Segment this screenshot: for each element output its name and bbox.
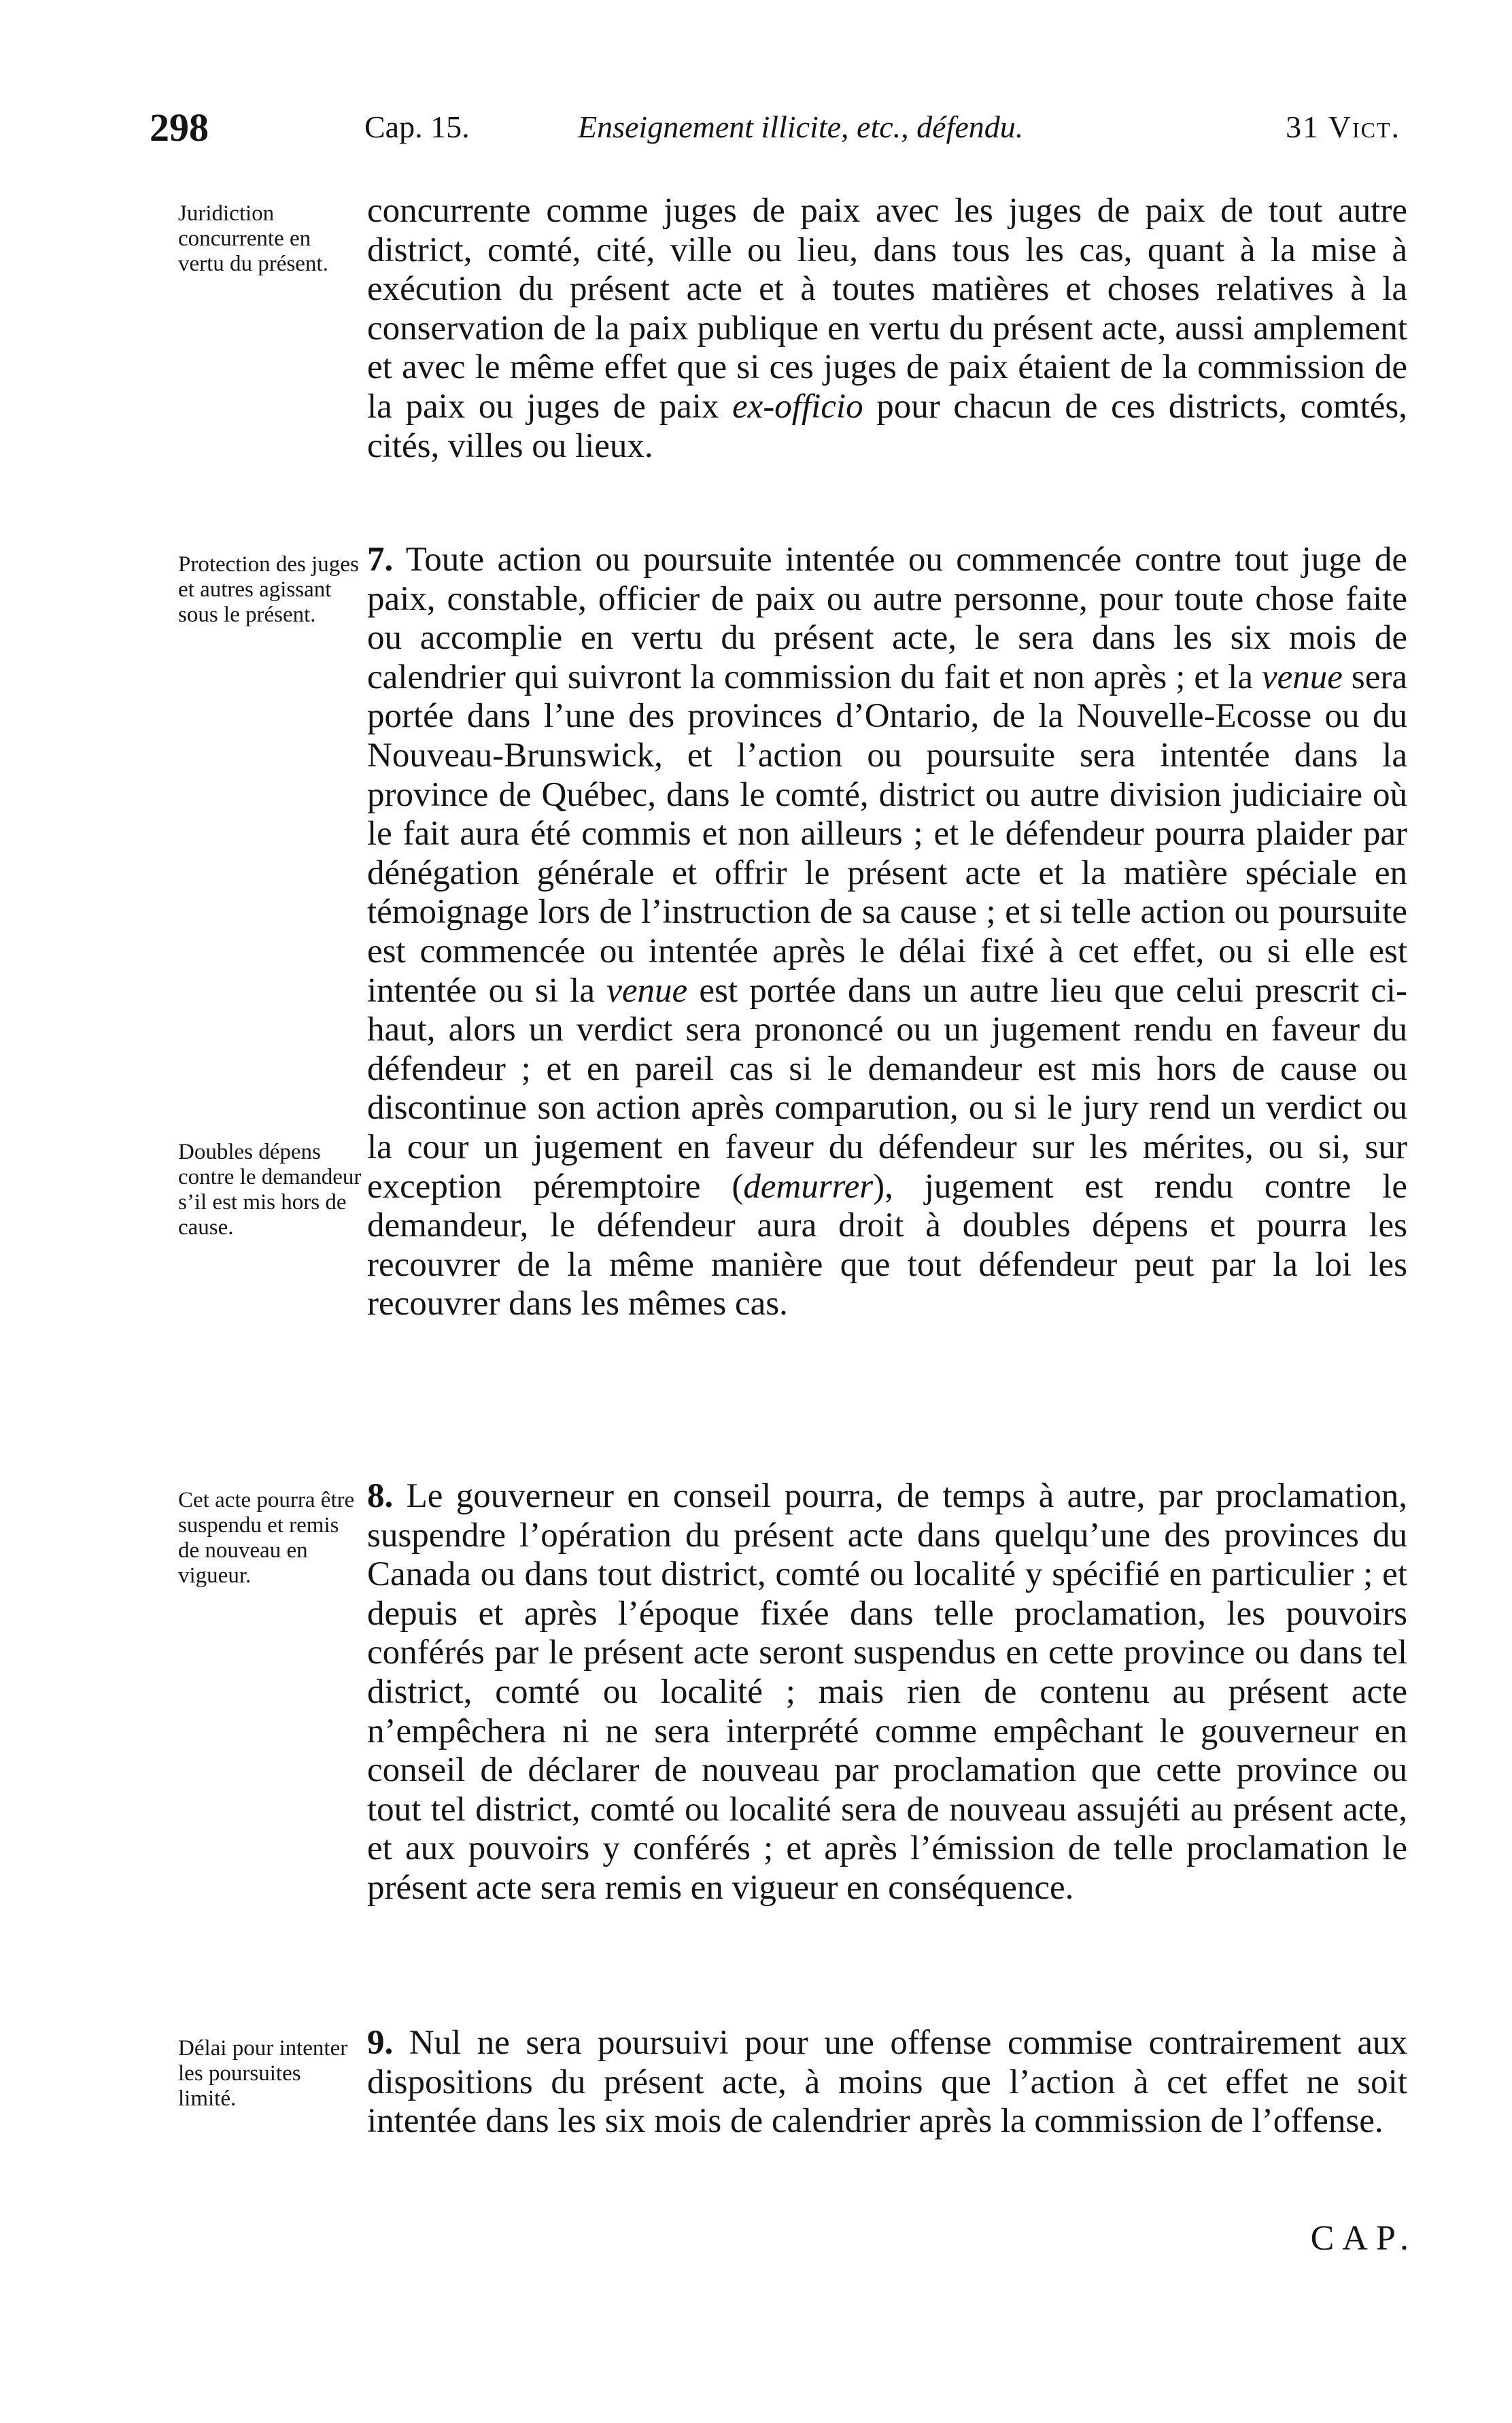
paragraph-italic: ex-officio bbox=[732, 387, 863, 426]
regnal-year: 31 Vict. bbox=[1286, 109, 1401, 144]
section-9 bbox=[367, 2024, 1407, 2141]
section-italic: venue bbox=[1261, 658, 1343, 696]
margin-note-jurisdiction: Juridiction concurrente en vertu du présent. bbox=[178, 201, 328, 276]
section-italic: venue bbox=[606, 971, 688, 1010]
section-text: est portée dans un autre lieu que celui prescrit ci-haut, alors un verdict sera prononcé ou un jugement rendu en faveur du défendeur ; et en pareil cas si le demandeur est mis hors de cause ou discontinue son action après comparution, ou si le jury rend un verdict ou la cour un jugement en faveur du défendeur sur les mérites, ou si, sur exception péremptoire ( bbox=[367, 971, 1407, 1206]
section-number: 9. bbox=[367, 2024, 394, 2062]
paragraph-continuation bbox=[367, 192, 1407, 466]
section-text: Le gouverneur en conseil pourra, de temps à autre, par proclamation, suspendre l’opération du présent acte dans quelqu’une des provinces du Canada ou dans tout district, comté ou localité y spécifié en particulier ; et depuis et après l’époque fixée dans telle proclamation, les pouvoirs conférés par le présent acte seront suspendus en cette province ou dans tel district, comté ou localité ; mais rien de contenu au présent acte n’empêchera ni ne sera interprété comme empêchant le gouverneur en conseil de déclarer de nouveau par proclamation que cette province ou tout tel district, comté ou localité sera de nouveau assujéti au présent acte, et aux pouvoirs y conférés ; et après l’émission de telle proclamation le présent acte sera remis en vigueur en conséquence. bbox=[367, 1477, 1407, 1907]
section-text: Toute action ou poursuite intentée ou commencée contre tout juge de paix, constable, officier de paix ou autre personne, pour toute chose faite ou accomplie en vertu du présent acte, le sera dans les six mois de calendrier qui suivront la commission du fait et non après ; et la bbox=[367, 541, 1407, 696]
section-text: Nul ne sera poursuivi pour une offense commise contrairement aux dispositions du présent acte, à moins que l’action à cet effet ne soit intentée dans les six mois de calendrier après la commission de l’offense. bbox=[367, 2024, 1407, 2141]
section-italic: demurrer bbox=[743, 1167, 874, 1206]
section-number: 8. bbox=[367, 1477, 394, 1515]
section-text: ), jugement est rendu contre le demandeur, le défendeur aura droit à doubles dépens et pourra les recouvrer de la même manière que tout défendeur peut par la loi les recouvrer dans les mêmes cas. bbox=[367, 1167, 1407, 1323]
section-8 bbox=[367, 1477, 1407, 1908]
page-number: 298 bbox=[150, 105, 209, 150]
margin-note-double-costs: Doubles dépens contre le demandeur s’il est mis hors de cause. bbox=[178, 1140, 362, 1240]
paragraph-text: concurrente comme juges de paix avec les juges de paix de tout autre district, comté, cité, ville ou lieu, dans tous les cas, quant à la mise à exécution du présent acte et à toutes matières et choses relatives à la conservation de la paix publique en vertu du présent acte, aussi amplement et avec le même effet que si ces juges de paix étaient de la commission de la paix ou juges de paix bbox=[367, 192, 1407, 426]
section-text: sera portée dans l’une des provinces d’Ontario, de la Nouvelle-Ecosse ou du Nouveau-Brunswick, et l’action ou poursuite sera intentée dans la province de Québec, dans le comté, district ou autre division judiciaire où le fait aura été commis et non ailleurs ; et le défendeur pourra plaider par dénégation générale et offrir le présent acte et la matière spéciale en témoignage lors de l’instruction de sa cause ; et si telle action ou poursuite est commencée ou intentée après le délai fixé à cet effet, ou si elle est intentée ou si la bbox=[367, 658, 1407, 1010]
paragraph-text-end: pour chacun de ces districts, comtés, cités, villes ou lieux. bbox=[367, 387, 1407, 465]
running-header bbox=[150, 105, 1401, 163]
section-7 bbox=[367, 541, 1407, 1324]
chapter-label: Cap. 15. bbox=[364, 109, 470, 144]
margin-note-protection: Protection des juges et autres agissant sous le présent. bbox=[178, 552, 359, 627]
section-number: 7. bbox=[367, 541, 394, 579]
running-title: Enseignement illicite, etc., défendu. bbox=[578, 109, 1024, 144]
margin-note-suspension: Cet acte pourra être suspendu et remis de nouveau en vigueur. bbox=[178, 1488, 355, 1588]
margin-note-time-limit: Délai pour intenter les poursuites limité. bbox=[178, 2036, 348, 2111]
catchword: CAP. bbox=[1310, 2219, 1417, 2258]
